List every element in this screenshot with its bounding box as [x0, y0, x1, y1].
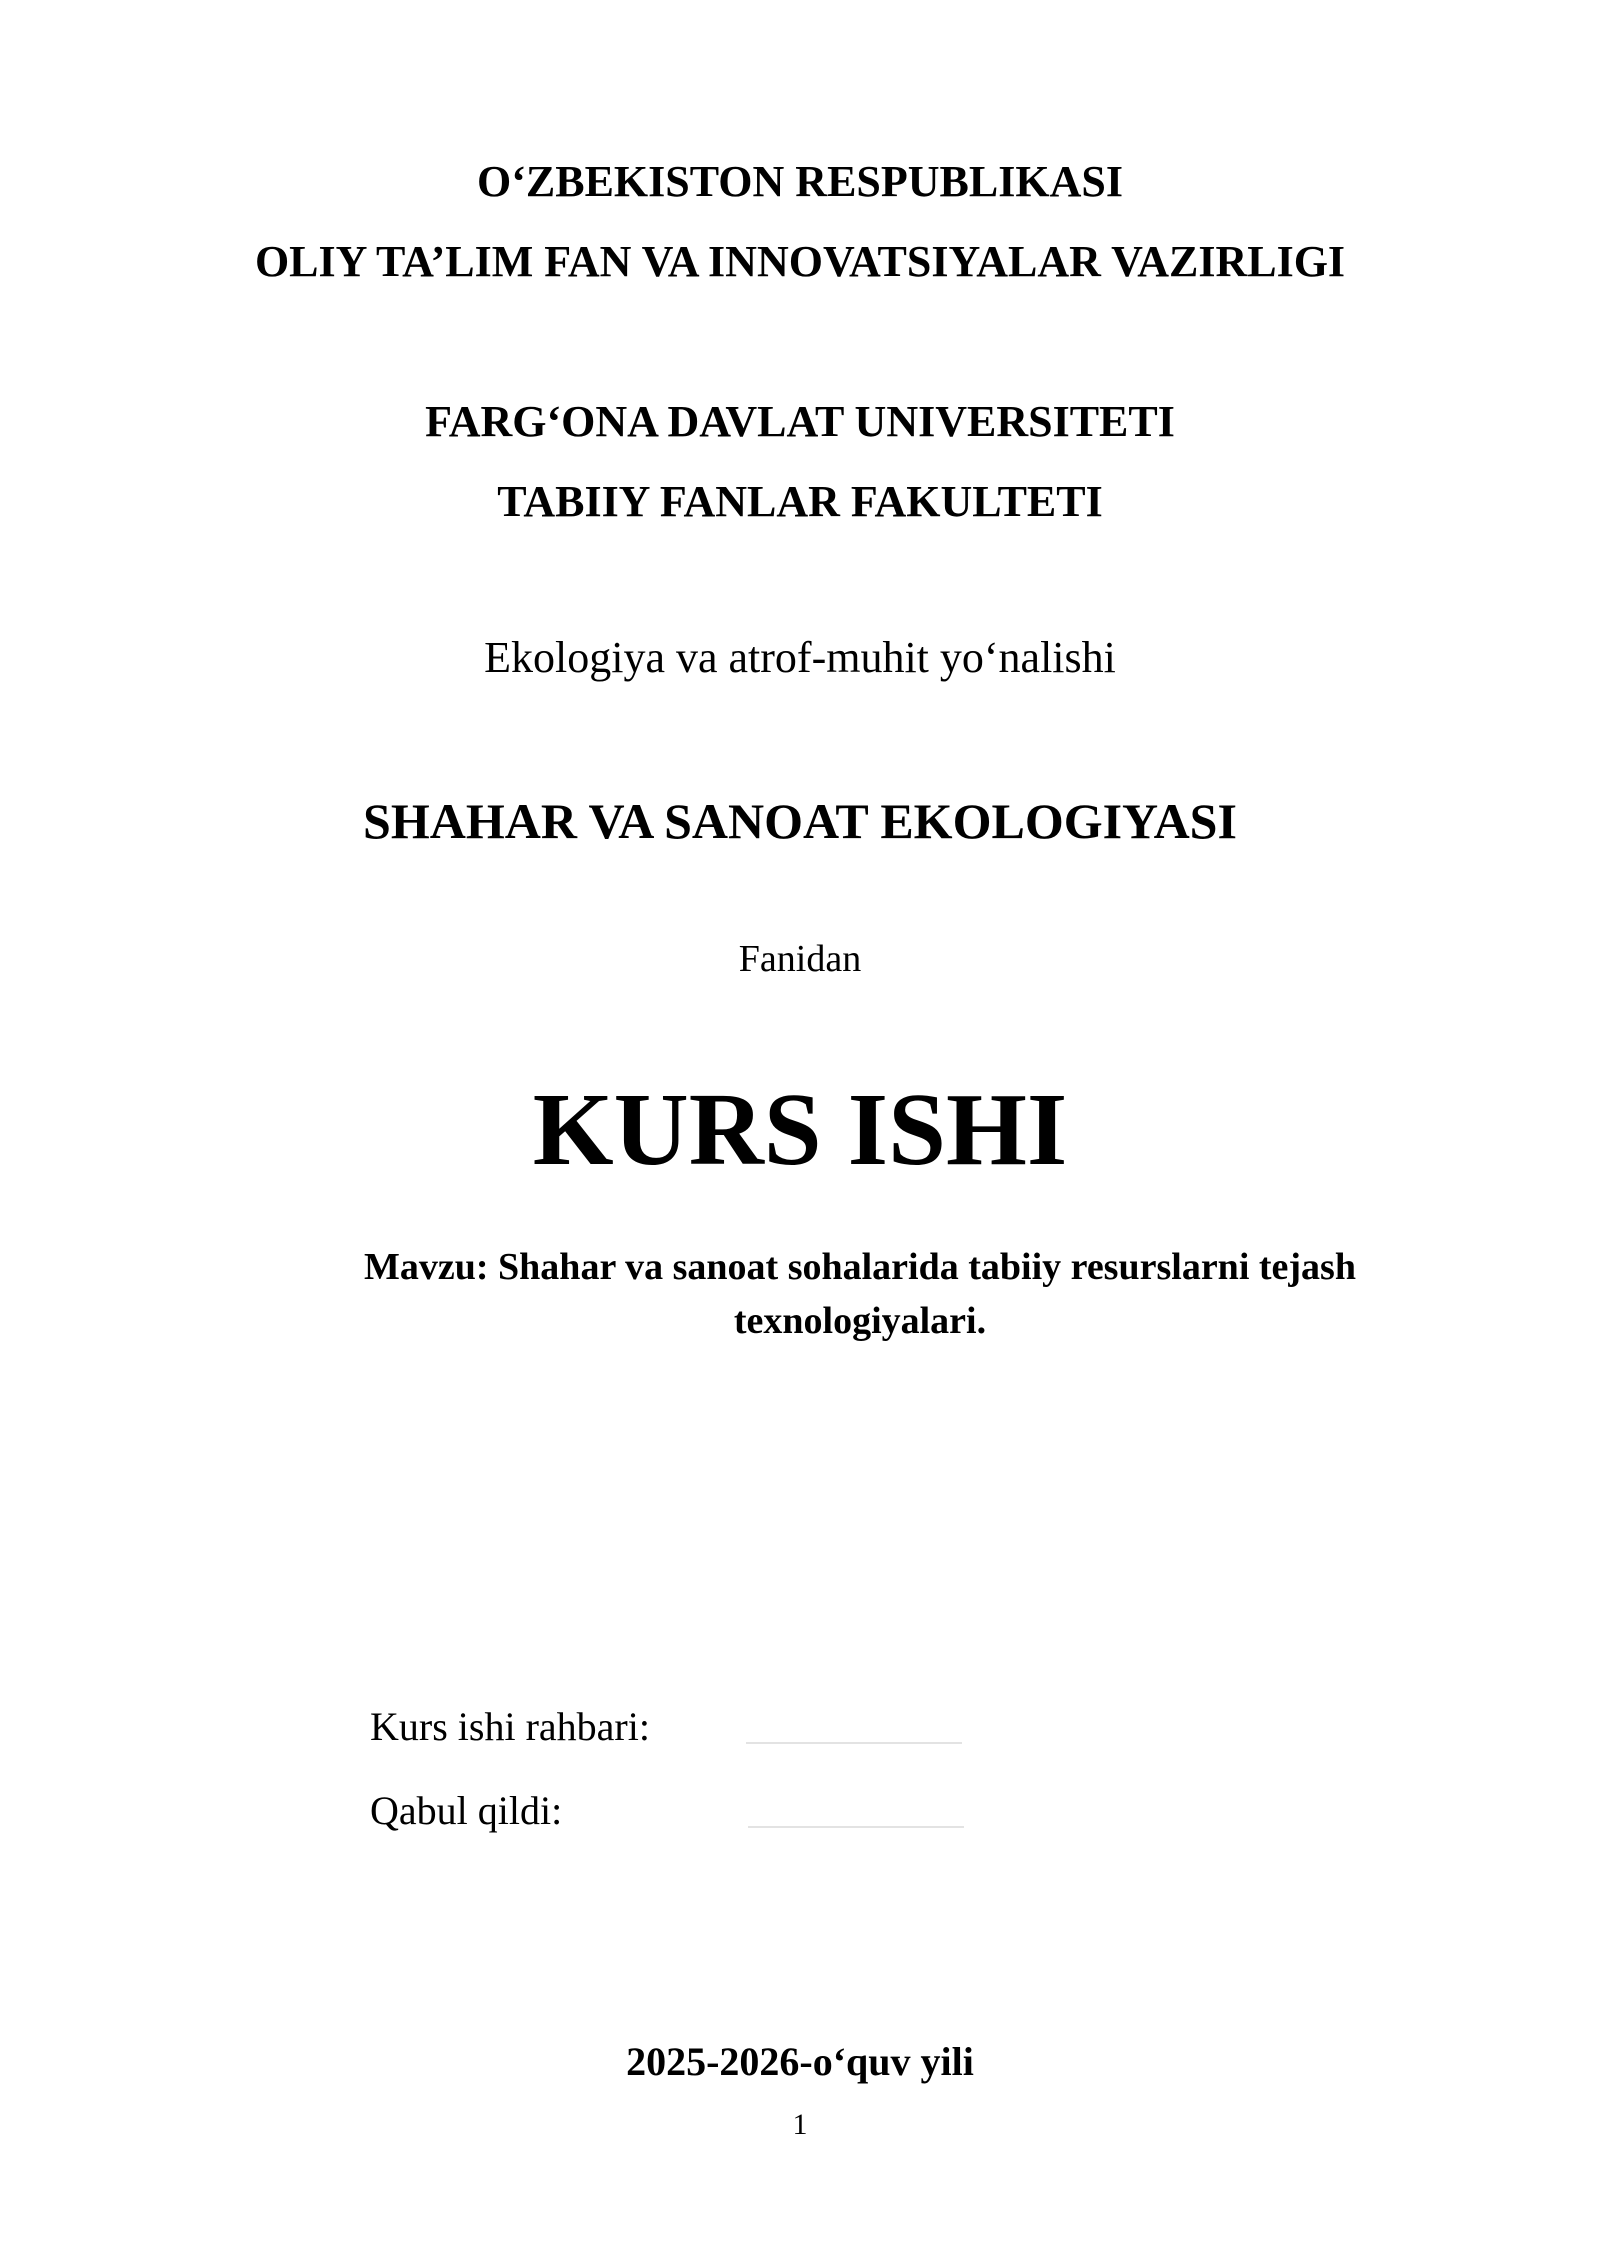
page-number: 1 [792, 2108, 808, 2141]
subject-suffix: Fanidan [738, 938, 862, 980]
ministry-title-line-1: O‘ZBEKISTON RESPUBLIKASI [477, 157, 1123, 206]
university-name: FARG‘ONA DAVLAT UNIVERSITETI [425, 397, 1175, 446]
faculty-name: TABIIY FANLAR FAKULTETI [497, 477, 1103, 526]
supervisor-signature-line [746, 1742, 962, 1744]
study-direction: Ekologiya va atrof-muhit yo‘nalishi [484, 633, 1116, 682]
topic-text: Mavzu: Shahar va sanoat sohalarida tabiiy resurslarni tejash texnologiyalari. [364, 1246, 1356, 1342]
academic-year: 2025-2026-o‘quv yili [626, 2039, 974, 2084]
accepted-label: Qabul qildi: [370, 1788, 563, 1833]
supervisor-label: Kurs ishi rahbari: [370, 1704, 650, 1749]
accepted-signature-line [748, 1826, 964, 1828]
subject-title: SHAHAR VA SANOAT EKOLOGIYASI [363, 793, 1237, 849]
ministry-title-line-2: OLIY TA’LIM FAN VA INNOVATSIYALAR VAZIRLIGI [254, 237, 1346, 286]
document-type-heading: KURS ISHI [532, 1072, 1068, 1187]
